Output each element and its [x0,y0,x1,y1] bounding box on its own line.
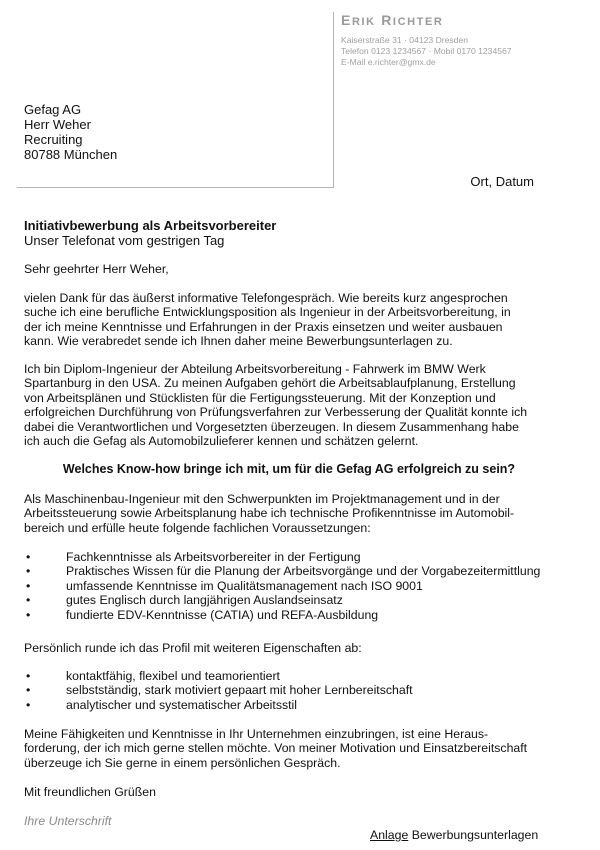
place-date: Ort, Datum [470,174,534,189]
header-divider-vertical [333,12,334,188]
recipient-city: 80788 München [24,147,118,162]
recipient-address [24,102,117,162]
sender-phone: Telefon 0123 1234567 · Mobil 0170 1234567 [341,46,512,56]
list-item: • selbstständig, stark motiviert gepaart mit hoher Lernbereitschaft [26,683,413,698]
subject-reference: Unser Telefonat vom gestrigen Tag [24,233,225,248]
sender-name: ERIK RICHTER [341,12,444,28]
section-heading: Welches Know-how bringe ich mit, um für die Gefag AG erfolgreich zu sein? [62,462,516,476]
recipient-department: Recruiting [24,132,83,147]
recipient-person: Herr Weher [24,117,91,132]
list-item: • fundierte EDV-Kenntnisse (CATIA) und REFA-Ausbildung [26,607,379,622]
recipient-company: Gefag AG [24,102,82,117]
traits-list [24,669,413,712]
sender-address: Kaiserstraße 31 · 04123 Dresden [341,35,469,45]
sender-email: E-Mail e.richter@gmx.de [341,57,436,67]
list-item: • Praktisches Wissen für die Planung der Arbeitsvorgänge und der Vorgabezeitermittlung [26,564,541,579]
enclosure-text: Bewerbungsunterlagen [408,828,539,842]
list-item: • analytischer und systematischer Arbeitsstil [26,697,298,712]
list-item: • umfassende Kenntnisse im Qualitätsmanagement nach ISO 9001 [26,578,423,593]
salutation: Sehr geehrter Herr Weher, [24,262,169,276]
enclosure-note [370,828,538,842]
skills-list [24,550,540,622]
closing-greeting: Mit freundlichen Grüßen [24,785,156,799]
signature-placeholder: Ihre Unterschrift [24,814,112,828]
subject-line: Initiativbewerbung als Arbeitsvorbereiter [24,218,277,233]
paragraph-qualification: Als Maschinenbau-Ingenieur mit den Schwerpunkten im Projektmanagement und in der Arbeitssteuerung sowie Arbeitsplanung habe ich technische Profikenntnisse im Automobil- bereich und erfülle heute folgende fachlichen Voraussetzungen: [24,492,515,535]
paragraph-personal: Persönlich runde ich das Profil mit weiteren Eigenschaften ab: [24,641,362,655]
address-divider-horizontal [17,187,334,188]
paragraph-closing: Meine Fähigkeiten und Kenntnisse in Ihr Unternehmen einzubringen, ist eine Heraus- forderung, der ich mich gerne stellen möchte. Von meiner Motivation und Einsatzbereitschaft überzeuge ich Sie gerne in einem persönlichen Gespräch. [24,727,528,770]
paragraph-experience: Ich bin Diplom-Ingenieur der Abteilung Arbeitsvorbereitung - Fahrwerk im BMW Werk Spartanburg in den USA. Zu meinen Aufgaben gehört die Arbeitsablaufplanung, Erstellung von Arbeitsplänen und Stücklisten für die Fertigungssteuerung. Mit der Konzeption und erfolgreichen Durchführung von Prüfungsverfahren zur Verbesserung der Qualität konnte ich dabei die Verantwortlichen und Vorgesetzten überzeugen. In diesem Zusammenhang habe ich auch die Gefag als Automobilzulieferer kennen und schätzen gelernt. [24,362,528,449]
list-item: • Fachkenntnisse als Arbeitsvorbereiter in der Fertigung [26,550,361,564]
enclosure-label: Anlage [370,828,409,842]
list-item: • kontaktfähig, flexibel und teamorientiert [26,669,280,683]
list-item: • gutes Englisch durch langjährigen Auslandseinsatz [26,593,343,608]
paragraph-intro: vielen Dank für das äußerst informative Telefongespräch. Wie bereits kurz angesprochen suche ich eine berufliche Entwicklungsposition als Ingenieur in der Arbeitsvorbereitung, in der ich meine Kenntnisse und Erfahrungen in der Praxis einsetzen und weiter ausbauen kann. Wie verabredet sende ich Ihnen daher meine Bewerbungsunterlagen zu. [24,291,511,349]
